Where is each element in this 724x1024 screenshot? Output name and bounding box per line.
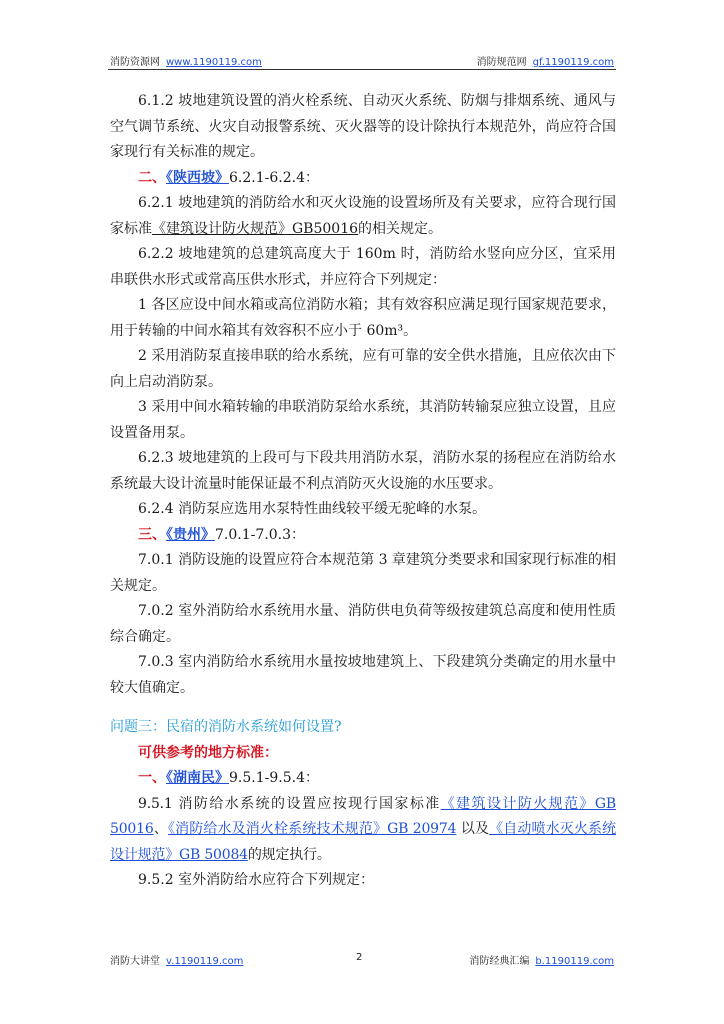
reference-standards-title: 可供参考的地方标准： <box>138 744 278 761</box>
footer-left-link[interactable]: v.1190119.com <box>166 956 244 967</box>
paragraph-7-0-2: 7.0.2 室外消防给水系统用水量、消防供电负荷等级按建筑总高度和使用性质综合确定。 <box>110 603 616 645</box>
paragraph-9-5-1 <box>110 792 616 869</box>
footer-right-label: 消防经典汇编 <box>469 956 530 967</box>
paragraph-7-0-1: 7.0.1 消防设施的设置应符合本规范第 3 章建筑分类要求和国家现行标准的相关规定。 <box>110 552 616 594</box>
paragraph-6-2-2-item-2: 2 采用消防泵直接串联的给水系统，应有可靠的安全供水措施，且应依次由下向上启动消防泵。 <box>110 348 616 390</box>
reference-link-gb50016[interactable]: 《建筑设计防火规范》GB 50016 <box>110 795 616 837</box>
page-number: 2 <box>356 952 363 963</box>
paragraph-6-2-2-item-1: 1 各区应设中间水箱或高位消防水箱；其有效容积应满足现行国家规范要求，用于转输的中间水箱其有效容积不应小于 60m³。 <box>110 297 616 339</box>
header-divider <box>108 69 616 70</box>
section-2-range: 6.2.1-6.2.4： <box>229 169 319 186</box>
reference-gb50016: 《建筑设计防火规范》GB50016 <box>152 220 359 237</box>
paragraph-6-2-1 <box>110 191 616 242</box>
reference-link-gb20974[interactable]: 《消防给水及消火栓系统技术规范》GB 20974 <box>168 821 457 837</box>
text-span: 的规定执行。 <box>247 846 331 863</box>
footer-right-link[interactable]: b.1190119.com <box>535 956 614 967</box>
paragraph-6-1-2: 6.1.2 坡地建筑设置的消火栓系统、自动灭火系统、防烟与排烟系统、通风与空气调节系统、火灾自动报警系统、灭火器等的设计除执行本规范外，尚应符合国家现行有关标准的规定。 <box>110 93 616 160</box>
footer-left <box>110 952 243 967</box>
header-left <box>110 53 262 68</box>
paragraph-6-2-2: 6.2.2 坡地建筑的总建筑高度大于 160m 时，消防给水竖向应分区，宜采用串联供水形式或常高压供水形式，并应符合下列规定： <box>110 246 616 288</box>
section-1-range: 9.5.1-9.5.4： <box>229 770 319 786</box>
reference-link-gb50084[interactable]: 《自动喷水灭火系统设计规范》GB 50084 <box>110 821 616 863</box>
text-span: 6.2.1 坡地建筑的消防给水和灭火设施的设置场所及有关要求，应符合现行国家标准 <box>110 195 616 237</box>
text-span: 、 <box>153 821 169 837</box>
text-span: 的相关规定。 <box>358 220 443 237</box>
header-right-label: 消防规范网 <box>476 57 527 68</box>
header-left-link[interactable]: www.1190119.com <box>166 57 262 68</box>
section-1-link[interactable]: 《湖南民》 <box>166 770 229 786</box>
question-3-title: 问题三：民宿的消防水系统如何设置? <box>110 719 342 735</box>
paragraph-6-2-4: 6.2.4 消防泵应选用水泵特性曲线较平缓无驼峰的水泵。 <box>138 501 487 517</box>
paragraph-6-2-2-item-3: 3 采用中间水箱转输的串联消防泵给水系统，其消防转输泵应独立设置，且应设置备用泵。 <box>110 399 616 441</box>
paragraph-9-5-2: 9.5.2 室外消防给水应符合下列规定： <box>138 872 375 888</box>
footer-right <box>469 952 614 967</box>
document-body <box>110 89 616 894</box>
section-2-link[interactable]: 《陕西坡》 <box>166 169 229 186</box>
section-1-heading <box>110 766 616 792</box>
text-span: 以及 <box>456 821 490 837</box>
section-3-link[interactable]: 《贵州》 <box>166 526 215 543</box>
paragraph-6-2-3: 6.2.3 坡地建筑的上段可与下段共用消防水泵，消防水泵的扬程应在消防给水系统最大设计流量时能保证最不利点消防灭火设施的水压要求。 <box>110 450 616 492</box>
section-2-heading <box>110 166 616 192</box>
header-right <box>477 53 614 68</box>
paragraph-7-0-3: 7.0.3 室内消防给水系统用水量按坡地建筑上、下段建筑分类确定的用水量中较大值确定。 <box>110 654 616 696</box>
section-1-prefix: 一、 <box>138 770 166 786</box>
section-3-heading <box>110 523 616 549</box>
section-3-range: 7.0.1-7.0.3： <box>215 526 305 543</box>
section-2-prefix: 二、 <box>138 169 166 186</box>
footer-left-label: 消防大讲堂 <box>110 956 160 967</box>
header-right-link[interactable]: gf.1190119.com <box>532 57 614 68</box>
section-3-prefix: 三、 <box>138 526 166 543</box>
spacer <box>110 701 616 715</box>
text-span: 9.5.1 消防给水系统的设置应按现行国家标准 <box>138 795 441 812</box>
header-left-label: 消防资源网 <box>110 57 160 68</box>
